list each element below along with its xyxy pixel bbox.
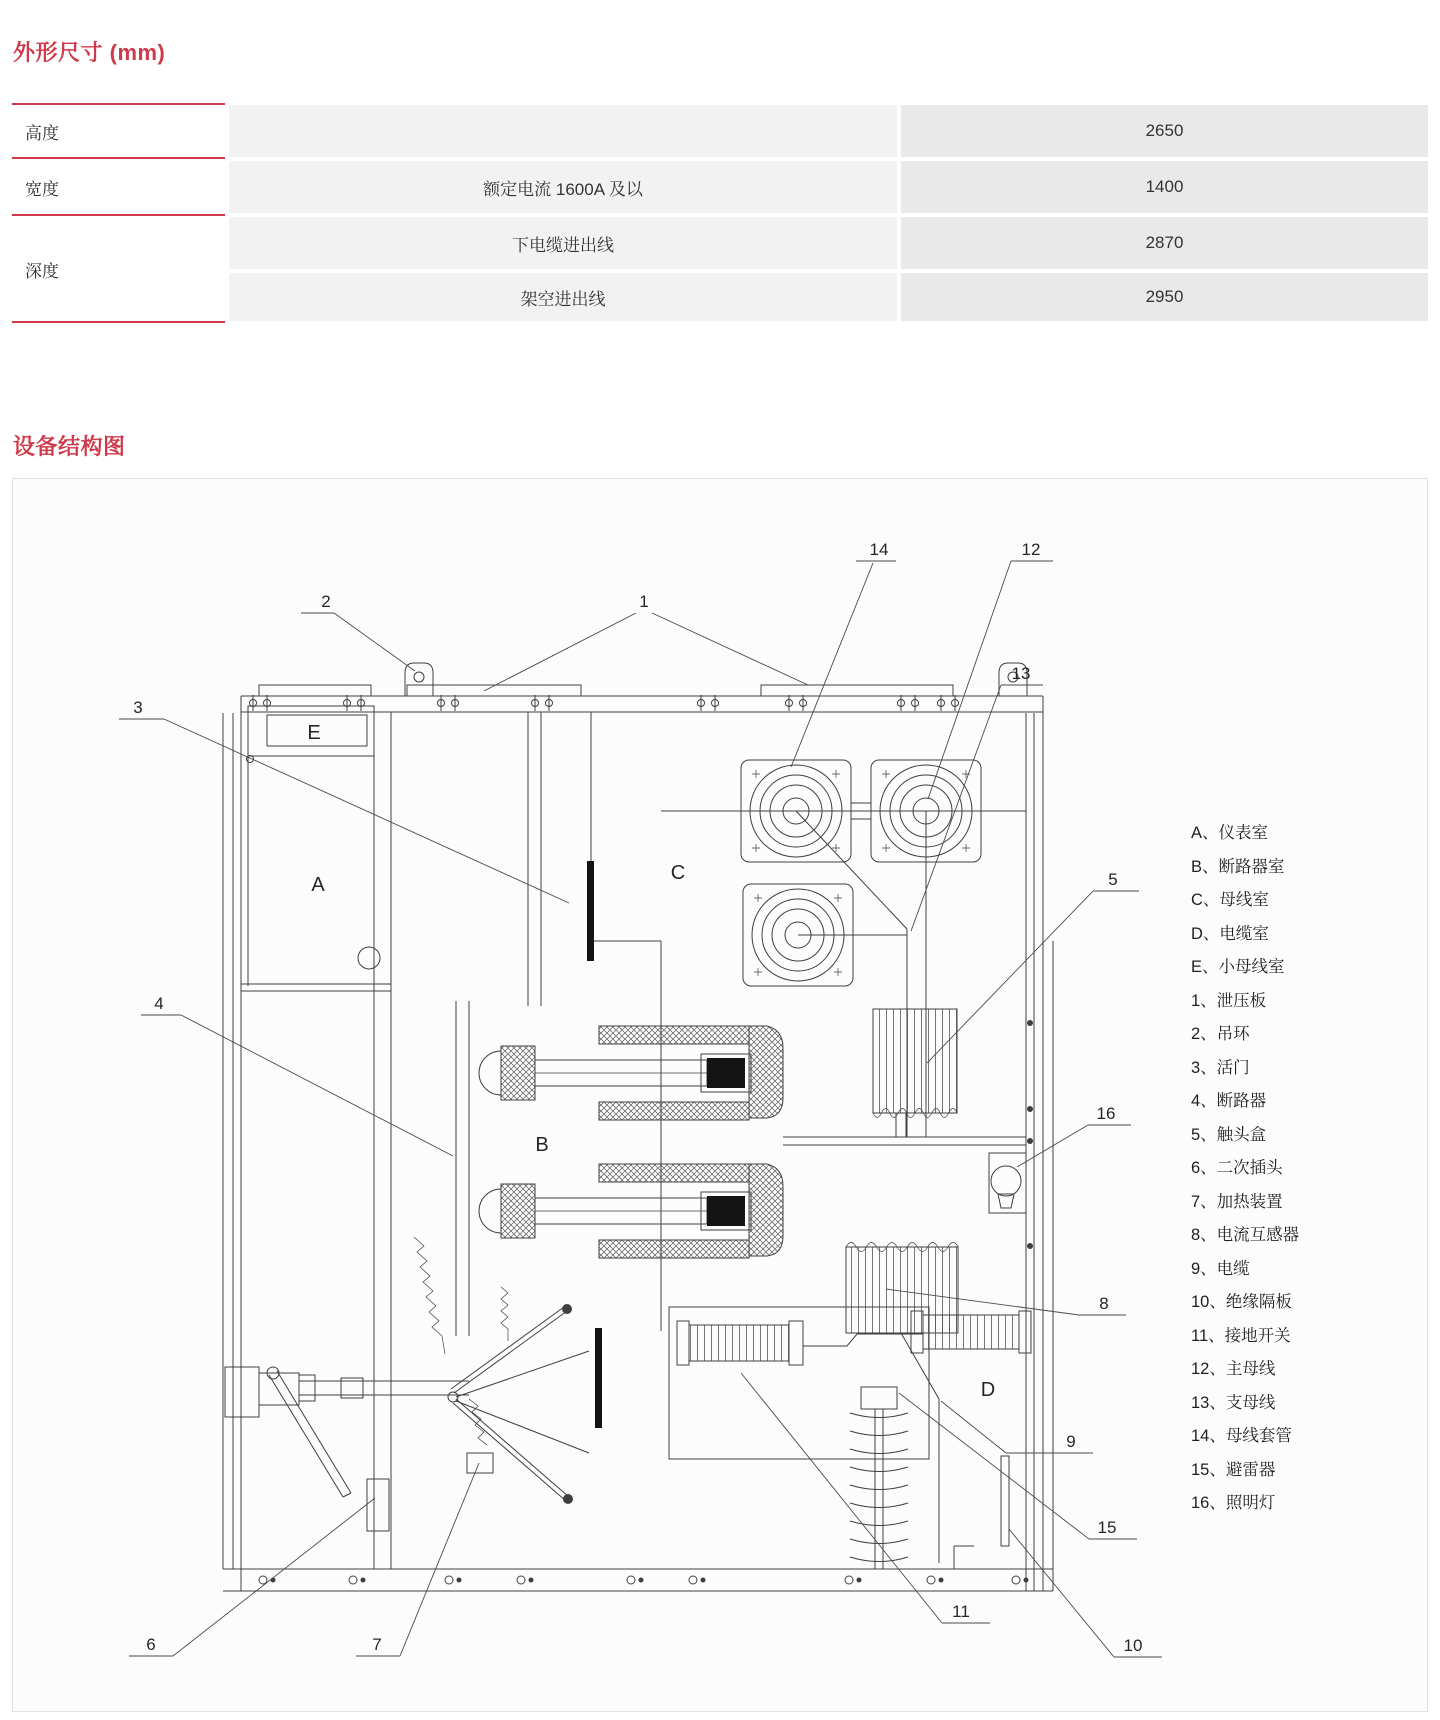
callout-12: 12 (1021, 540, 1041, 559)
insulating-barrier (1001, 1456, 1009, 1546)
bushing (743, 884, 907, 986)
legend-item: 1、泄压板 (1191, 991, 1267, 1010)
legend-item: 10、绝缘隔板 (1191, 1293, 1292, 1311)
row-label-width: 宽度 (12, 161, 225, 216)
diagram-legend (1191, 817, 1421, 1521)
legend-item: 2、吊环 (1191, 1025, 1250, 1043)
callout-14: 14 (869, 540, 889, 559)
condition-cell: 额定电流 1600A 及以 (229, 161, 897, 213)
legend-item: 4、断路器 (1191, 1092, 1267, 1110)
secondary-plug (367, 1479, 389, 1531)
callout-7: 7 (372, 1635, 382, 1654)
legend-item: 11、接地开关 (1191, 1326, 1291, 1345)
callout-6: 6 (146, 1635, 156, 1654)
legend-item: 14、母线套管 (1191, 1427, 1292, 1445)
circuit-breaker-poles (456, 1001, 783, 1336)
legend-item: 5、触头盒 (1191, 1125, 1267, 1144)
legend-item: A、仪表室 (1191, 824, 1269, 842)
legend-item: E、小母线室 (1191, 958, 1285, 976)
cable (901, 1333, 939, 1563)
condition-cell: 下电缆进出线 (229, 217, 897, 269)
legend-item: 13、支母线 (1191, 1393, 1276, 1412)
operating-mechanism (225, 1237, 589, 1504)
value-cell: 2650 (901, 105, 1428, 157)
condition-cell (229, 105, 897, 157)
callout-11: 11 (952, 1602, 970, 1621)
instrument-compartment (358, 947, 380, 969)
heater (467, 1453, 493, 1473)
callout-labels (133, 540, 1142, 1655)
legend-item: 6、二次插头 (1191, 1159, 1283, 1177)
value-cell: 2950 (901, 273, 1428, 321)
shutter-plates (587, 861, 602, 1428)
legend-item: 15、避雷器 (1191, 1460, 1276, 1479)
legend-item: B、断路器室 (1191, 857, 1285, 876)
value-cell: 2870 (901, 217, 1428, 269)
callout-15: 15 (1097, 1518, 1117, 1537)
compartment-label-E: E (307, 722, 321, 744)
pressure-relief-plates (259, 685, 953, 696)
callout-8: 8 (1099, 1294, 1109, 1313)
row-label-depth: 深度 (12, 218, 225, 323)
legend-item: 16、照明灯 (1191, 1494, 1276, 1512)
compartment-label-C: C (670, 862, 686, 884)
structure-title: 设备结构图 (13, 434, 126, 459)
main-busbar-line (783, 1137, 1026, 1145)
dimensions-title: 外形尺寸 (mm) (13, 40, 166, 65)
legend-item: 7、加热装置 (1191, 1192, 1283, 1211)
compartment-label-A: A (311, 874, 325, 896)
legend-item: 3、活门 (1191, 1058, 1250, 1077)
callout-4: 4 (154, 994, 164, 1013)
legend-item: 12、主母线 (1191, 1360, 1276, 1378)
legend-item: 9、电缆 (1191, 1259, 1250, 1278)
callout-10: 10 (1123, 1636, 1143, 1655)
value-cell: 1400 (901, 161, 1428, 213)
callout-5: 5 (1108, 870, 1118, 889)
callout-1: 1 (639, 592, 649, 611)
legend-item: C、母线室 (1191, 891, 1269, 909)
lifting-eye-icon (405, 663, 1027, 696)
callout-9: 9 (1066, 1432, 1076, 1451)
legend-item: 8、电流互感器 (1191, 1226, 1300, 1244)
compartment-label-D: D (980, 1379, 996, 1401)
callout-3: 3 (133, 698, 143, 717)
legend-item: D、电缆室 (1191, 924, 1269, 943)
lamp-icon (989, 1153, 1026, 1213)
lightning-arrester (850, 1387, 908, 1569)
condition-cell: 架空进出线 (229, 273, 897, 321)
contact-box (873, 1009, 957, 1137)
callout-16: 16 (1096, 1104, 1116, 1123)
row-label-height: 高度 (12, 103, 225, 159)
bushing (741, 760, 907, 929)
compartment-label-B: B (535, 1134, 549, 1156)
callout-2: 2 (321, 592, 331, 611)
callout-13: 13 (1011, 664, 1031, 683)
structure-diagram-panel (12, 478, 1428, 1712)
